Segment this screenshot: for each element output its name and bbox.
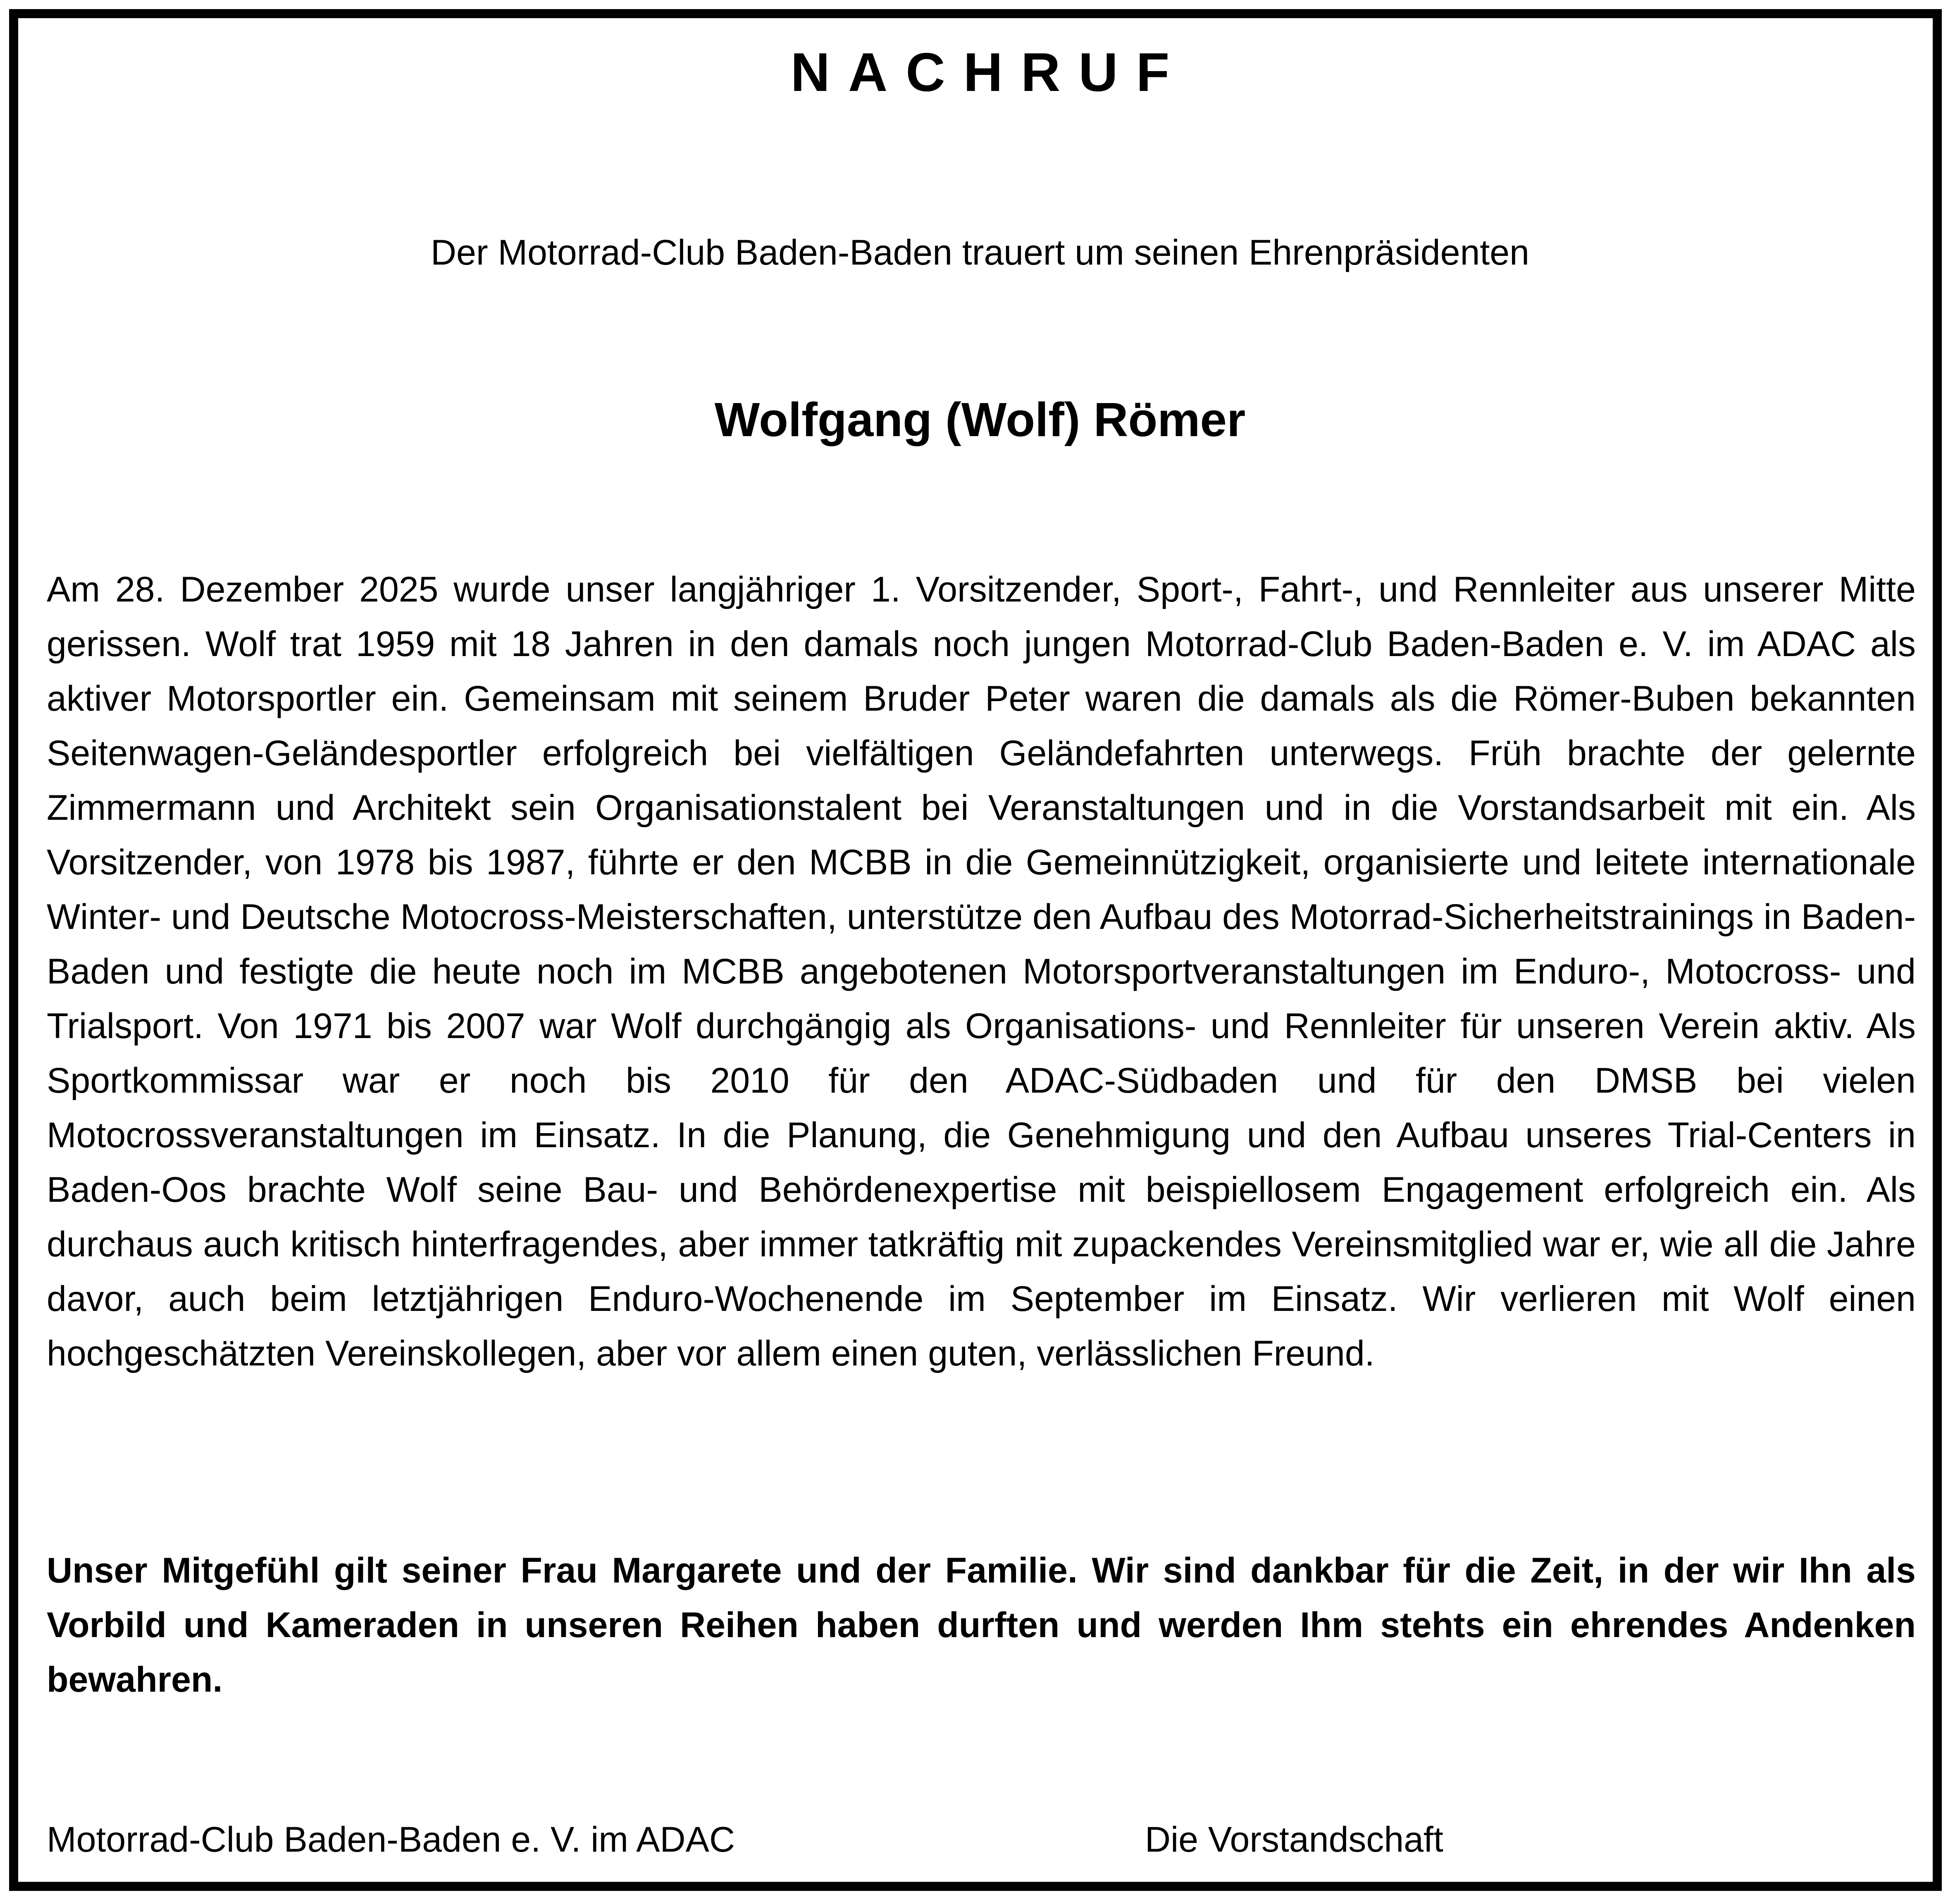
obituary-body: Am 28. Dezember 2025 wurde unser langjähriger 1. Vorsitzender, Sport-, Fahrt-, und Rennleiter aus unserer Mitte gerissen. Wolf trat 1959 mit 18 Jahren in den damals noch jungen Motorrad-Club Baden-Baden e. V. im ADAC als aktiver Motorsportler ein. Gemeinsam mit seinem Bruder Peter waren die damals als die Römer-Buben bekannten Seitenwagen-Geländesportler erfolgreich bei vielfältigen Geländefahrten unterwegs. Früh brachte der gelernte Zimmermann und Architekt sein Organisationstalent bei Veranstaltungen und in die Vorstandsarbeit mit ein. Als Vorsitzender, von 1978 bis 1987, führte er den MCBB in die Gemeinnützigkeit, organisierte und leitete internationale Winter- und Deutsche Motocross-Meisterschaften, unterstütze den Aufbau des Motorrad-Sicherheitstrainings in Baden-Baden und festigte die heute noch im MCBB angebotenen Motorsportveranstaltungen im Enduro-, Motocross- und Trialsport. Von 1971 bis 2007 war Wolf durchgängig als Organisations- und Rennleiter für unseren Verein aktiv. Als Sportkommissar war er noch bis 2010 für den ADAC-Südbaden und für den DMSB bei vielen Motocrossveranstaltungen im Einsatz. In die Planung, die Genehmigung und den Aufbau unseres Trial-Centers in Baden-Oos brachte Wolf seine Bau- und Behördenexpertise mit beispiellosem Engagement erfolgreich ein. Als durchaus auch kritisch hinterfragendes, aber immer tatkräftig mit zupackendes Vereinsmitglied war er, wie all die Jahre davor, auch beim letztjährigen Enduro-Wochenende im September im Einsatz. Wir verlieren mit Wolf einen hochgeschätzten Vereinskollegen, aber vor allem einen guten, verlässlichen Freund. bbox=[47, 570, 1916, 1373]
condolence-text: Unser Mitgefühl gilt seiner Frau Margarete und der Familie. Wir sind dankbar für die Zeit, in der wir Ihn als Vorbild und Kameraden in unseren Reihen haben durften und werden Ihm stehts ein ehrendes Andenken bewahren. bbox=[47, 1551, 1916, 1699]
notice-subtitle: Der Motorrad-Club Baden-Baden trauert um seinen Ehrenpräsidenten bbox=[431, 233, 1529, 272]
deceased-name: Wolfgang (Wolf) Römer bbox=[714, 393, 1246, 446]
signature-board: Die Vorstandschaft bbox=[1145, 1820, 1443, 1859]
notice-title: NACHRUF bbox=[790, 42, 1188, 103]
signature-club: Motorrad-Club Baden-Baden e. V. im ADAC bbox=[47, 1820, 735, 1859]
